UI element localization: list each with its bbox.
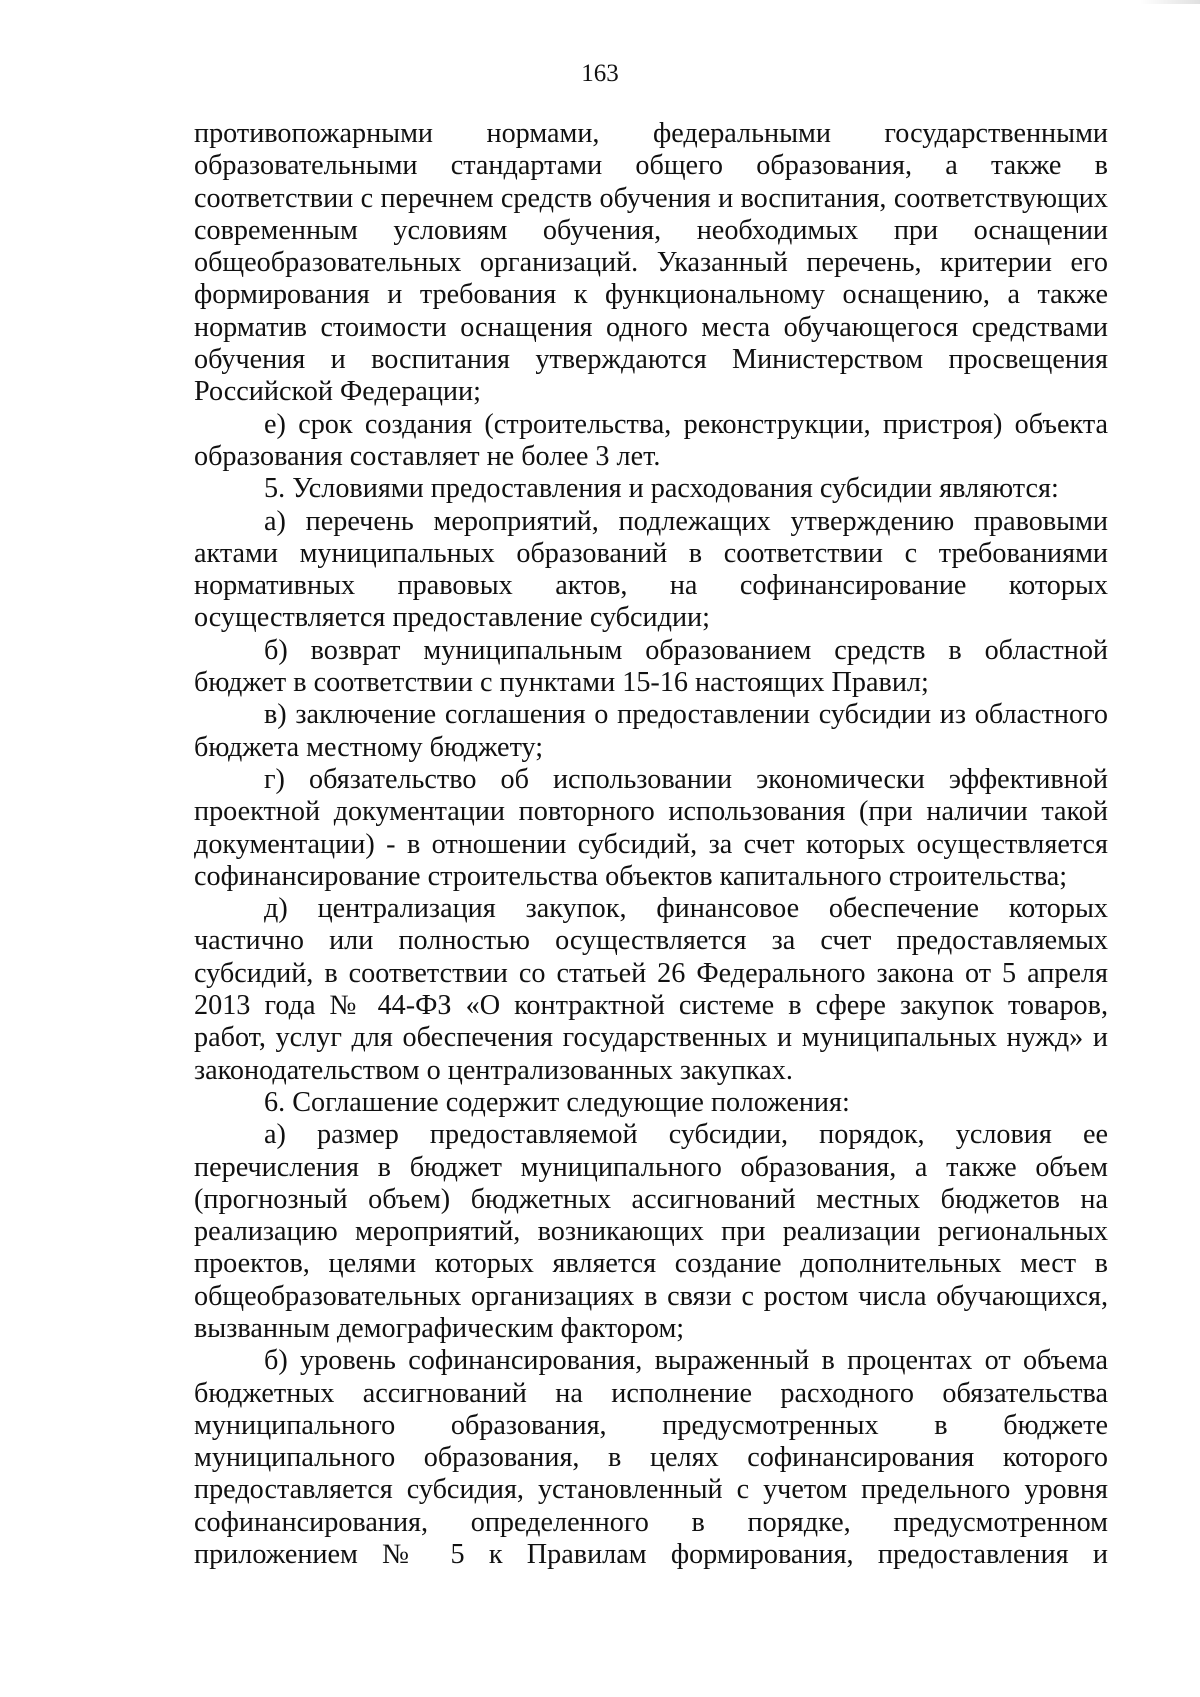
scan-edge-shadow <box>1140 0 1200 4</box>
paragraph-requirements-continuation: противопожарными нормами, федеральными государственными образовательными стандартами общего образования, а также в соответствии с перечнем средств обучения и воспитания, соответствующих современным условиям обучения, необходимых при оснащении общеобразовательных организаций. Указанный перечень, критерии его формирования и требования к функциональному оснащению, а также норматив стоимости оснащения одного места обучающегося средствами обучения и воспитания утверждаются Министерством просвещения Российской Федерации; <box>194 118 1108 408</box>
paragraph-item-a-subsidy-size: а) размер предоставляемой субсидии, порядок, условия ее перечисления в бюджет муниципального образования, а также объем (прогнозный объем) бюджетных ассигнований местных бюджетов на реализацию мероприятий, возникающих при реализации региональных проектов, целями которых является создание дополнительных мест в общеобразовательных организациях в связи с ростом числа обучающихся, вызванным демографическим фактором; <box>194 1119 1108 1344</box>
paragraph-section-6-heading: 6. Соглашение содержит следующие положения: <box>264 1086 850 1118</box>
paragraph-item-d-procurement: д) централизация закупок, финансовое обеспечение которых частично или полностью осуществляется за счет предоставляемых субсидий, в соответствии со статьей 26 Федерального закона от 5 апреля 2013 года № 44-ФЗ «О контрактной системе в сфере закупок товаров, работ, услуг для обеспечения государственных и муниципальных нужд» и законодательством о централизованных закупках. <box>194 893 1108 1086</box>
paragraph-item-g-design-docs: г) обязательство об использовании экономически эффективной проектной документации повторного использования (при наличии такой документации) - в отношении субсидий, за счет которых осуществляется софинансирование строительства объектов капитального строительства; <box>194 763 1108 892</box>
paragraph-item-b-cofinancing-level: б) уровень софинансирования, выраженный в процентах от объема бюджетных ассигнований на исполнение расходного обязательства муниципального образования, предусмотренных в бюджете муниципального образования, в целях софинансирования которого предоставляется субсидия, установленный с учетом предельного уровня софинансирования, определенного в порядке, предусмотренном приложением № 5 к Правилам формирования, предоставления и <box>194 1345 1108 1571</box>
paragraph-section-5-heading: 5. Условиями предоставления и расходования субсидии являются: <box>264 473 1059 505</box>
page-number: 163 <box>581 60 619 87</box>
document-body <box>194 118 1108 1571</box>
paragraph-item-v-agreement: в) заключение соглашения о предоставлении субсидии из областного бюджета местному бюджету; <box>194 699 1108 763</box>
paragraph-item-e-construction-term: е) срок создания (строительства, реконструкции, пристроя) объекта образования составляет не более 3 лет. <box>194 408 1108 472</box>
paragraph-item-b-funds-return: б) возврат муниципальным образованием средств в областной бюджет в соответствии с пунктами 15-16 настоящих Правил; <box>194 634 1108 699</box>
paragraph-item-a-event-list: а) перечень мероприятий, подлежащих утверждению правовыми актами муниципальных образований в соответствии с требованиями нормативных правовых актов, на софинансирование которых осуществляется предоставление субсидии; <box>194 505 1108 634</box>
